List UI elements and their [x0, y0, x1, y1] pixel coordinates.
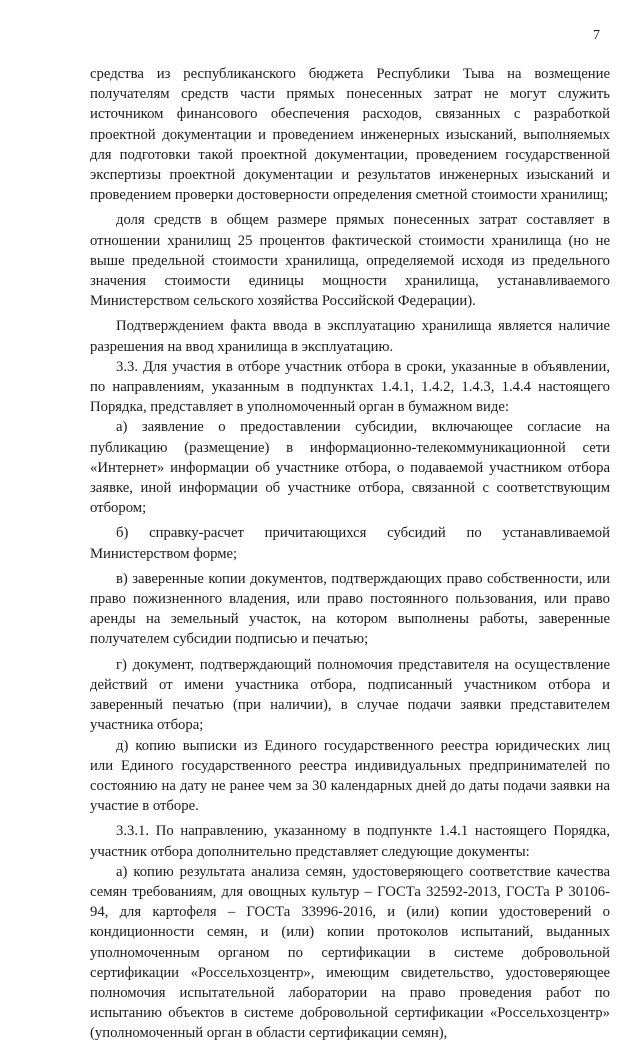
paragraph-9: д) копию выписки из Единого государственного реестра юридических лиц или Единого государственного реестра индивидуальных предпринимателей по состоянию на дату не ранее чем за 30 календарных дней до даты подачи заявки на участие в отборе.	[90, 737, 610, 815]
paragraph-8: г) документ, подтверждающий полномочия представителя на осуществление действий от имени участника отбора, подписанный участником отбора и заверенный печатью (при наличии), в случае подачи заявки представителем участника отбора;	[90, 656, 610, 734]
paragraph-5: а) заявление о предоставлении субсидии, включающее согласие на публикацию (размещение) в информационно-телекоммуникационной сети «Интернет» информации об участнике отбора, о подаваемой участником отбора заявке, иной информации об участнике отбора, связанной с соответствующим отбором;	[90, 419, 610, 517]
paragraph-2: доля средств в общем размере прямых понесенных затрат составляет в отношении хранилищ 25 процентов фактической стоимости хранилища (но не выше предельной стоимости хранилища, определяемой исходя из предельного значения стоимости единицы мощности хранилища, устанавливаемого Министерством сельского хозяйства Российской Федерации).	[90, 212, 610, 310]
document-body	[90, 64, 610, 1044]
paragraph-7: в) заверенные копии документов, подтверждающих право собственности, или право пожизненного владения, или право постоянного пользования, или право аренды на земельный участок, на котором выполнены работы, заверенные получателем субсидии подписью и печатью;	[90, 570, 610, 648]
paragraph-1: средства из республиканского бюджета Республики Тыва на возмещение получателям средств части прямых понесенных затрат не могут служить источником финансового обеспечения расходов, связанных с разработкой проектной документации и проведением инженерных изысканий, выполняемых для подготовки такой проектной документации, проведением государственной экспертизы проектной документации и результатов инженерных изысканий и проведением проверки достоверности определения сметной стоимости хранилищ;	[90, 66, 610, 204]
paragraph-3: Подтверждением факта ввода в эксплуатацию хранилища является наличие разрешения на ввод хранилища в эксплуатацию.	[90, 318, 610, 355]
paragraph-11: а) копию результата анализа семян, удостоверяющего соответствие качества семян требованиям, для овощных культур – ГОСТа 32592-2013, ГОСТа Р 30106-94, для картофеля – ГОСТа 33996-2016, и (или) копии удостоверений о кондиционности семян, и (или) копии протоколов испытаний, выданных уполномоченным органом по сертификации в системе добровольной сертификации «Россельхозцентр», имеющим свидетельство, удостоверяющее полномочия испытательной лаборатории на право проведения работ по испытанию объектов в системе добровольной сертификации «Россельхозцентр» (уполномоченный орган в области сертификации семян),	[90, 863, 610, 1042]
paragraph-4: 3.3. Для участия в отборе участник отбора в сроки, указанные в объявлении, по направлениям, указанным в подпунктах 1.4.1, 1.4.2, 1.4.3, 1.4.4 настоящего Порядка, представляет в уполномоченный орган в бумажном виде:	[90, 358, 610, 416]
paragraph-6: б) справку-расчет причитающихся субсидий по устанавливаемой Министерством форме;	[90, 525, 610, 562]
paragraph-10: 3.3.1. По направлению, указанному в подпункте 1.4.1 настоящего Порядка, участник отбора дополнительно представляет следующие документы:	[90, 823, 610, 860]
page-number: 7	[593, 28, 600, 43]
